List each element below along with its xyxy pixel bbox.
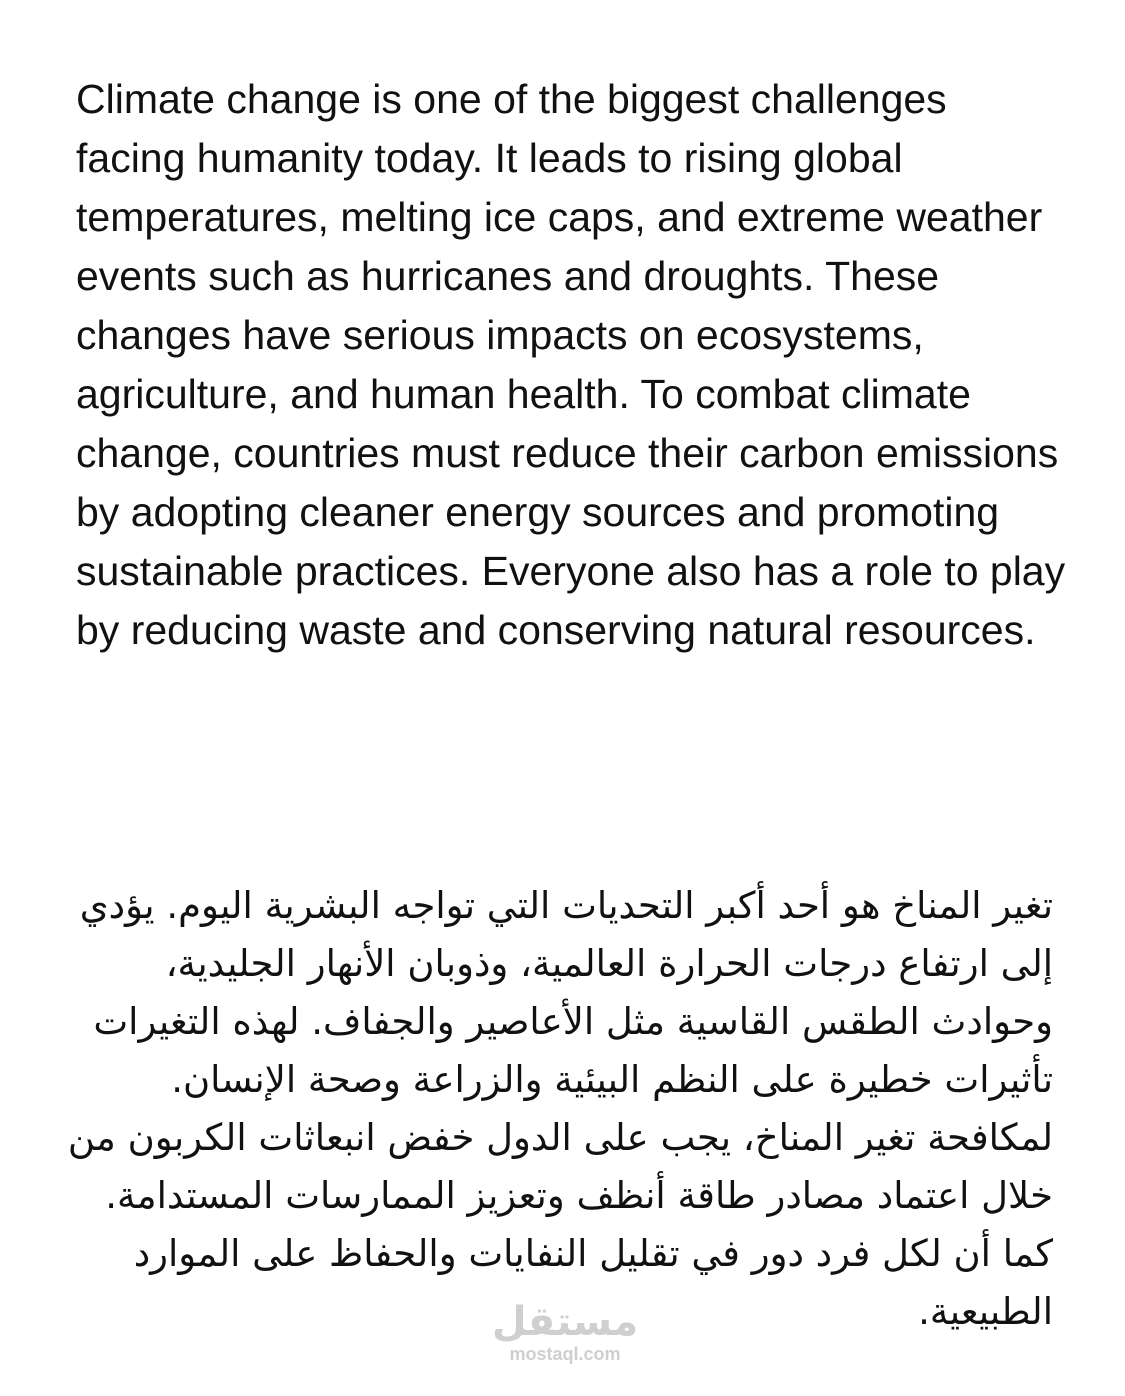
arabic-paragraph: تغير المناخ هو أحد أكبر التحديات التي تواجه البشرية اليوم. يؤدي إلى ارتفاع درجات الحرارة العالمية، وذوبان الأنهار الجليدية، وحوادث الطقس القاسية مثل الأعاصير والجفاف. لهذه التغيرات تأثيرات خطيرة على النظم البيئية والزراعة وصحة الإنسان. لمكافحة تغير المناخ، يجب على الدول خفض انبعاثات الكربون من خلال اعتماد مصادر طاقة أنظف وتعزيز الممارسات المستدامة. كما أن لكل فرد دور في تقليل النفايات والحفاظ على الموارد الطبيعية. bbox=[67, 884, 1053, 1333]
watermark-logo-text: مستقل bbox=[491, 1299, 639, 1345]
mostaql-watermark bbox=[470, 1300, 660, 1364]
watermark-url: mostaql.com bbox=[509, 1344, 621, 1364]
english-paragraph: Climate change is one of the biggest challenges facing humanity today. It leads to rising global temperatures, melting ice caps, and extreme weather events such as hurricanes and droughts. These changes have serious impacts on ecosystems, agriculture, and human health. To combat climate change, countries must reduce their carbon emissions by adopting cleaner energy sources and promoting sustainable practices. Everyone also has a role to play by reducing waste and conserving natural resources. bbox=[76, 76, 1066, 653]
